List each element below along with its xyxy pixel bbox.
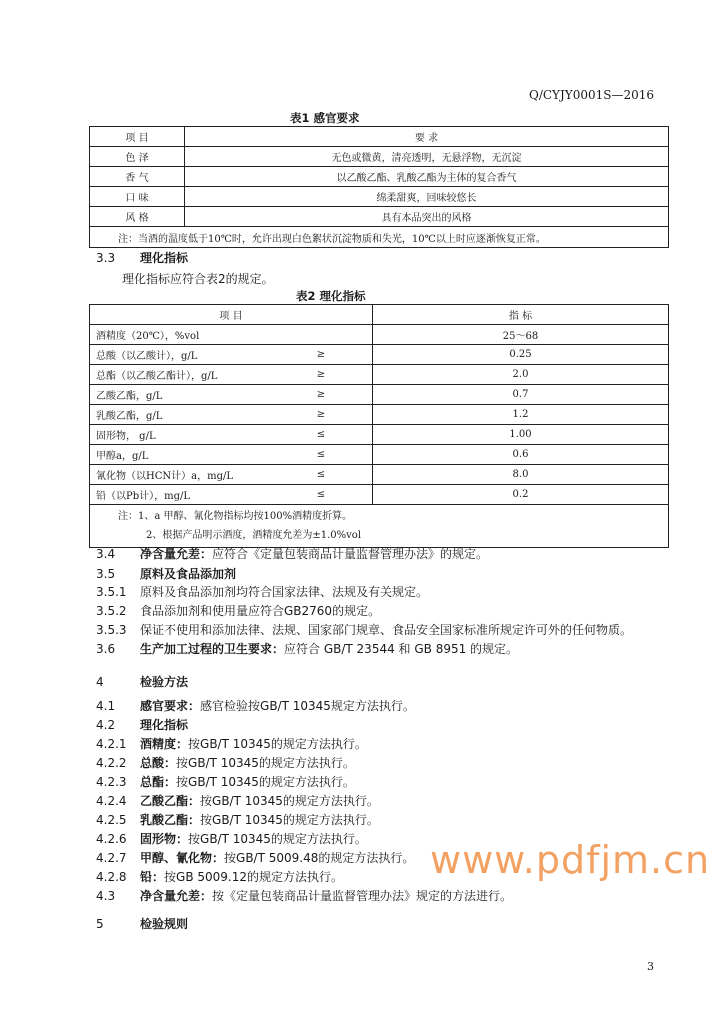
table-note-row [90,505,669,548]
row-symbol [270,325,373,345]
row-name: 甲醇a，g/L [90,445,271,465]
section-number: 3.6 [96,642,116,656]
table-row [90,147,669,167]
row-symbol: ≤ [270,465,373,485]
section-title: 理化指标 [140,251,189,265]
section-line [96,621,632,638]
section-text: 按GB/T 10345的规定方法执行。 [176,775,355,789]
row-symbol: ≥ [270,365,373,385]
section-title: 甲醇、氰化物： [140,851,225,865]
table2-notes [90,505,669,548]
section-number: 3.3 [96,251,116,265]
section-number: 4.2.2 [96,756,127,770]
table1-note: 注：当酒的温度低于10℃时，允许出现白色絮状沉淀物质和失光，10℃以上时应逐渐恢复正常。 [90,227,669,248]
section-number: 3.5 [96,567,116,581]
section-3-3-heading [96,249,188,266]
table1-caption: 表1 感官要求 [290,111,360,125]
section-title: 酒精度： [140,737,189,751]
row-requirement: 绵柔甜爽，回味较悠长 [185,187,669,207]
section-number: 4.2.5 [96,813,127,827]
section-number: 4.2.6 [96,832,127,846]
section-title: 乙酸乙酯： [140,794,201,808]
row-item: 口 味 [90,187,185,207]
table2-caption: 表2 理化指标 [296,289,366,303]
header-value: 指 标 [373,305,669,325]
row-name: 固形物， g/L [90,425,271,445]
row-symbol: ≥ [270,405,373,425]
table-header-row [90,127,669,147]
section-line [96,716,188,733]
table-row [90,405,669,425]
section-title: 铅： [140,870,165,884]
physicochemical-table [89,304,669,548]
section-line [96,602,380,619]
section-title: 总酯： [140,775,177,789]
section-text: 按GB/T 10345的规定方法执行。 [200,794,379,808]
standard-code: Q/CYJY0001S—2016 [528,88,654,102]
section-line [96,545,488,562]
row-value: 1.2 [373,405,669,425]
section-line [96,673,188,690]
table-note-row [90,227,669,248]
row-symbol: ≥ [270,345,373,365]
row-value: 2.0 [373,365,669,385]
row-item: 风 格 [90,207,185,227]
row-symbol: ≤ [270,425,373,445]
section-line [96,811,379,828]
row-item: 香 气 [90,167,185,187]
header-requirement: 要 求 [185,127,669,147]
row-value: 0.2 [373,485,669,505]
table-row [90,385,669,405]
header-item: 项 目 [90,127,185,147]
section-3-3-body: 理化指标应符合表2的规定。 [122,272,274,286]
section-number: 4.1 [96,699,116,713]
section-number: 4.2.4 [96,794,127,808]
section-title: 净含量允差： [140,547,213,561]
section-title: 固形物： [140,832,189,846]
section-title: 原料及食品添加剂 [140,567,237,581]
table-row [90,325,669,345]
table2-note-1: 注：1、a 甲醇、氰化物指标均按100%酒精度折算。 [118,511,353,522]
header-item: 项 目 [90,305,373,325]
section-number: 4.2.3 [96,775,127,789]
row-name: 氰化物（以HCN计）a，mg/L [90,465,271,485]
section-text: 按GB/T 10345的规定方法执行。 [188,737,367,751]
section-line [96,640,518,657]
section-title: 检验规则 [140,917,189,931]
table-row [90,445,669,465]
row-value: 1.00 [373,425,669,445]
table2-note-2: 2、根据产品明示酒度，酒精度允差为±1.0%vol [146,530,362,541]
row-symbol: ≥ [270,385,373,405]
table-row [90,485,669,505]
section-text: 按GB/T 5009.48的规定方法执行。 [224,851,415,865]
row-value: 8.0 [373,465,669,485]
section-title: 乳酸乙酯： [140,813,201,827]
section-text: 感官检验按GB/T 10345规定方法执行。 [200,699,415,713]
section-title: 总酸： [140,756,177,770]
row-requirement: 无色或微黄，清亮透明，无悬浮物，无沉淀 [185,147,669,167]
sensory-requirements-table [89,126,669,248]
section-line [96,754,355,771]
table-row [90,207,669,227]
section-text: 保证不使用和添加法律、法规、国家部门规章、食品安全国家标准所规定许可外的任何物质。 [140,623,633,637]
section-title: 感官要求： [140,699,201,713]
row-symbol: ≤ [270,485,373,505]
section-number: 4.2.7 [96,851,127,865]
section-number: 4 [96,675,104,689]
section-text: 应符合《定量包装商品计量监督管理办法》的规定。 [212,547,489,561]
table-row [90,187,669,207]
section-line [96,915,188,932]
row-item: 色 泽 [90,147,185,167]
section-line [96,583,428,600]
table-row [90,465,669,485]
page-number: 3 [647,960,654,973]
section-number: 5 [96,917,104,931]
row-requirement: 具有本品突出的风格 [185,207,669,227]
section-text: 原料及食品添加剂均符合国家法律、法规及有关规定。 [140,585,429,599]
row-value: 0.25 [373,345,669,365]
row-name: 总酯（以乙酸乙酯计），g/L [90,365,271,385]
row-requirement: 以乙酸乙酯、乳酸乙酯为主体的复合香气 [185,167,669,187]
section-title: 检验方法 [140,675,189,689]
section-line [96,792,379,809]
table-row [90,167,669,187]
section-number: 3.5.2 [96,604,127,618]
table-row [90,345,669,365]
section-line [96,773,355,790]
section-line [96,887,512,904]
section-text: 按GB/T 10345的规定方法执行。 [176,756,355,770]
section-line [96,868,343,885]
row-value: 0.6 [373,445,669,465]
section-number: 4.2.8 [96,870,127,884]
row-name: 乙酸乙酯，g/L [90,385,271,405]
section-number: 4.3 [96,889,116,903]
section-line [96,697,415,714]
section-title: 理化指标 [140,718,189,732]
section-number: 3.4 [96,547,116,561]
section-text: 按《定量包装商品计量监督管理办法》规定的方法进行。 [212,889,513,903]
section-number: 3.5.1 [96,585,127,599]
section-text: 按GB/T 10345的规定方法执行。 [200,813,379,827]
watermark: www.pdfjm.cn [430,838,711,882]
section-title: 生产加工过程的卫生要求： [140,642,285,656]
row-name: 总酸（以乙酸计），g/L [90,345,271,365]
row-value: 25～68 [373,325,669,345]
section-number: 4.2 [96,718,116,732]
table-row [90,425,669,445]
table-row [90,365,669,385]
row-symbol: ≤ [270,445,373,465]
row-name: 乳酸乙酯，g/L [90,405,271,425]
section-text: 食品添加剂和使用量应符合GB2760的规定。 [140,604,381,618]
row-name: 铅（以Pb计），mg/L [90,485,271,505]
section-number: 4.2.1 [96,737,127,751]
section-line [96,849,414,866]
section-line [96,565,236,582]
section-line [96,830,367,847]
section-text: 按GB 5009.12的规定方法执行。 [164,870,343,884]
section-line [96,735,367,752]
section-number: 3.5.3 [96,623,127,637]
row-name: 酒精度（20℃），%vol [90,325,271,345]
section-text: 按GB/T 10345的规定方法执行。 [188,832,367,846]
section-title: 净含量允差： [140,889,213,903]
section-text: 应符合 GB/T 23544 和 GB 8951 的规定。 [284,642,519,656]
row-value: 0.7 [373,385,669,405]
table-header-row [90,305,669,325]
